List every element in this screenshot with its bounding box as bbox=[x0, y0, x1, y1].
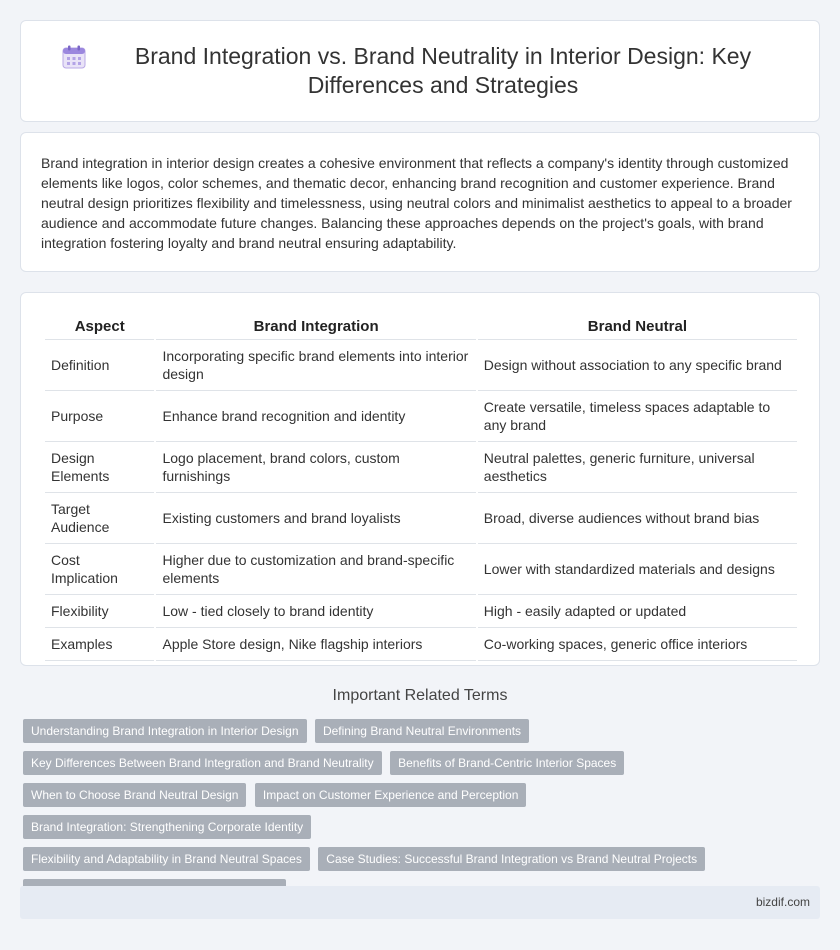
related-term-tag[interactable]: Understanding Brand Integration in Interior Design bbox=[23, 719, 307, 743]
integration-cell: Enhance brand recognition and identity bbox=[156, 391, 475, 442]
integration-cell: Logo placement, brand colors, custom furnishings bbox=[156, 442, 475, 493]
neutral-cell: Lower with standardized materials and designs bbox=[478, 544, 797, 595]
related-terms-heading: Important Related Terms bbox=[332, 687, 508, 704]
calendar-icon bbox=[61, 44, 87, 70]
integration-cell: Incorporating specific brand elements into interior design bbox=[156, 340, 475, 391]
table-header-row bbox=[45, 313, 797, 340]
title-card bbox=[20, 20, 820, 122]
neutral-cell: Co-working spaces, generic office interiors bbox=[478, 628, 797, 661]
aspect-cell: Definition bbox=[45, 340, 154, 391]
integration-cell: Higher due to customization and brand-specific elements bbox=[156, 544, 475, 595]
table-row bbox=[45, 493, 797, 544]
neutral-cell: Create versatile, timeless spaces adaptable to any brand bbox=[478, 391, 797, 442]
table-row bbox=[45, 442, 797, 493]
related-term-tag[interactable]: Defining Brand Neutral Environments bbox=[315, 719, 529, 743]
table-row bbox=[45, 340, 797, 391]
comparison-table-card bbox=[20, 292, 820, 666]
aspect-cell: Purpose bbox=[45, 391, 154, 442]
aspect-cell: Target Audience bbox=[45, 493, 154, 544]
table-row bbox=[45, 595, 797, 628]
header-brand-neutral: Brand Neutral bbox=[478, 313, 797, 340]
page-title: Brand Integration vs. Brand Neutrality in Interior Design: Key Differences and Strategies bbox=[134, 43, 752, 98]
header-aspect: Aspect bbox=[45, 313, 154, 340]
integration-cell: Existing customers and brand loyalists bbox=[156, 493, 475, 544]
related-term-tag[interactable]: Flexibility and Adaptability in Brand Neutral Spaces bbox=[23, 847, 310, 871]
related-term-tag[interactable]: Brand Integration: Strengthening Corporate Identity bbox=[23, 815, 311, 839]
table-row bbox=[45, 544, 797, 595]
related-term-tag[interactable]: Case Studies: Successful Brand Integration vs Brand Neutral Projects bbox=[318, 847, 705, 871]
integration-cell: Apple Store design, Nike flagship interiors bbox=[156, 628, 475, 661]
neutral-cell: High - easily adapted or updated bbox=[478, 595, 797, 628]
aspect-cell: Design Elements bbox=[45, 442, 154, 493]
header-brand-integration: Brand Integration bbox=[156, 313, 475, 340]
intro-card bbox=[20, 132, 820, 272]
table-row bbox=[45, 628, 797, 661]
aspect-cell: Examples bbox=[45, 628, 154, 661]
neutral-cell: Design without association to any specific brand bbox=[478, 340, 797, 391]
table-row bbox=[45, 391, 797, 442]
comparison-table bbox=[43, 313, 799, 661]
intro-paragraph: Brand integration in interior design creates a cohesive environment that reflects a company's identity through customized elements like logos, color schemes, and thematic decor, enhancing brand recognition and customer experience. Brand neutral design prioritizes flexibility and timelessness, using neutral colors and minimalist aesthetics to appeal to a broader audience and accommodate future changes. Balancing these approaches depends on the project's goals, with brand integration fostering loyalty and brand neutral ensuring adaptability. bbox=[41, 155, 792, 251]
neutral-cell: Neutral palettes, generic furniture, universal aesthetics bbox=[478, 442, 797, 493]
related-term-tag[interactable]: Impact on Customer Experience and Perception bbox=[255, 783, 526, 807]
neutral-cell: Broad, diverse audiences without brand bias bbox=[478, 493, 797, 544]
related-term-tag[interactable]: Key Differences Between Brand Integration and Brand Neutrality bbox=[23, 751, 382, 775]
related-term-tag[interactable]: Benefits of Brand-Centric Interior Spaces bbox=[390, 751, 624, 775]
related-term-tag[interactable]: When to Choose Brand Neutral Design bbox=[23, 783, 246, 807]
related-terms-list bbox=[23, 719, 823, 911]
aspect-cell: Flexibility bbox=[45, 595, 154, 628]
footer-site-link[interactable]: bizdif.com bbox=[755, 895, 810, 909]
footer bbox=[20, 886, 820, 919]
aspect-cell: Cost Implication bbox=[45, 544, 154, 595]
integration-cell: Low - tied closely to brand identity bbox=[156, 595, 475, 628]
